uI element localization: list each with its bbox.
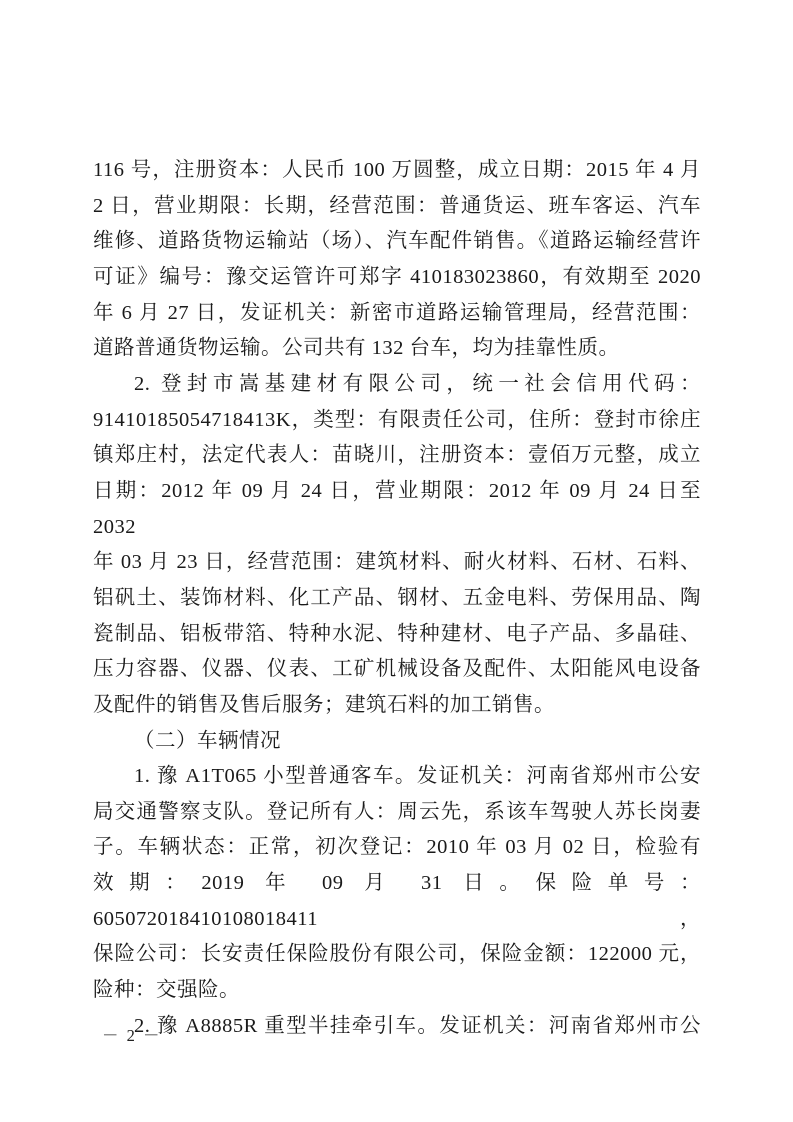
text-line: 日期：2012 年 09 月 24 日，营业期限：2012 年 09 月 24 日至 2032 — [93, 479, 701, 538]
text-line: 子。车辆状态：正常，初次登记：2010 年 03 月 02 日，检验有 — [93, 836, 701, 859]
text-line: 2. 豫 A8885R 重型半挂牵引车。发证机关：河南省郑州市公 — [134, 1014, 701, 1037]
text-line: 瓷制品、铝板带箔、特种水泥、特种建材、电子产品、多晶硅、 — [93, 622, 701, 645]
text-line: 1. 豫 A1T065 小型普通客车。发证机关：河南省郑州市公安 — [134, 765, 701, 788]
page-number: － 2 － — [102, 1026, 162, 1045]
text-line: 年 03 月 23 日，经营范围：建筑材料、耐火材料、石材、石料、 — [93, 551, 701, 574]
text-line: 道路普通货物运输。公司共有 132 台车，均为挂靠性质。 — [93, 337, 620, 360]
text-line: 91410185054718413K，类型：有限责任公司，住所：登封市徐庄 — [93, 408, 701, 431]
text-line: 镇郑庄村，法定代表人：苗晓川，注册资本：壹佰万元整，成立 — [93, 444, 701, 467]
text-line: 及配件的销售及售后服务；建筑石料的加工销售。 — [93, 693, 555, 716]
text-line: 116 号，注册资本：人民币 100 万圆整，成立日期：2015 年 4 月 — [93, 159, 701, 181]
text-line: 效期：2019 年 09 月 31 日。保险单号：605072018410108018411， — [93, 872, 701, 930]
text-line: 2 日，营业期限：长期，经营范围：普通货运、班车客运、汽车 — [93, 194, 701, 217]
text-line: 保险公司：长安责任保险股份有限公司，保险金额：122000 元， — [93, 943, 701, 966]
text-line: 维修、道路货物运输站（场）、汽车配件销售。《道路运输经营许 — [93, 230, 701, 253]
text-line: 2. 登封市嵩基建材有限公司，统一社会信用代码： — [134, 372, 701, 395]
text-line: 压力容器、仪器、仪表、工矿机械设备及配件、太阳能风电设备 — [93, 658, 701, 681]
text-line: 铝矾土、装饰材料、化工产品、钢材、五金电料、劳保用品、陶 — [93, 586, 701, 609]
text-line: （二）车辆情况 — [134, 729, 281, 752]
text-line: 局交通警察支队。登记所有人：周云先，系该车驾驶人苏长岗妻 — [93, 800, 701, 823]
text-line: 险种：交强险。 — [93, 979, 240, 1002]
document-lines — [93, 153, 701, 1044]
text-line: 可证》编号：豫交运管许可郑字 410183023860，有效期至 2020 — [93, 265, 701, 288]
text-line: 年 6 月 27 日，发证机关：新密市道路运输管理局，经营范围： — [93, 301, 701, 324]
